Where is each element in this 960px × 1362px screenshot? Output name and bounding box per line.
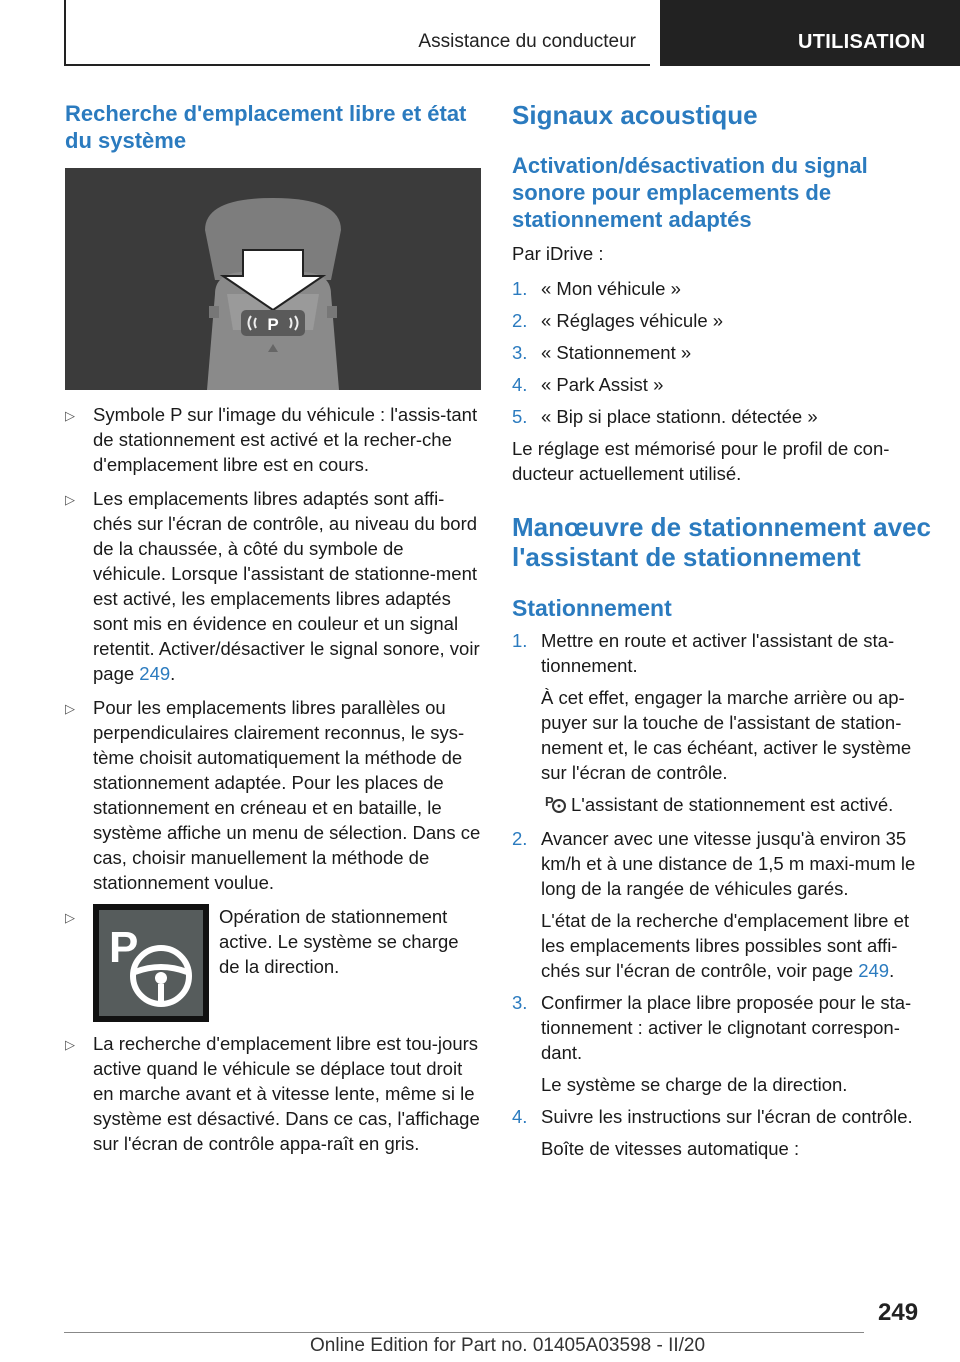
parking-steps (512, 628, 932, 1161)
triangle-bullet-icon: ▷ (65, 910, 75, 925)
triangle-bullet-icon: ▷ (65, 492, 75, 507)
right-column (512, 100, 932, 1168)
heading-acoustic-signals: Signaux acoustique (512, 100, 758, 130)
heading-parking-maneuver: Manœuvre de stationnement avec l'assistant de stationnement (512, 512, 931, 572)
parking-steering-icon (93, 904, 209, 1022)
header-rule-bottom (64, 64, 650, 66)
header-section-title: Assistance du conducteur (418, 31, 636, 52)
parking-assist-icon (545, 793, 571, 819)
idrive-menu-steps (512, 276, 932, 429)
vehicle-display-illustration (65, 168, 481, 390)
list-item: 4. Suivre les instructions sur l'écran de contrôle. Boîte de vitesses automatique : (512, 1106, 913, 1160)
svg-text:P: P (109, 923, 139, 972)
list-item: ▷ La recherche d'emplacement libre est tou-jours active quand le véhicule se déplace tout droit en marche avant et à vitesse lente, même si le système est désactivé. Dans ce cas, l'affichage sur l'écran de contrôle appa-raît en gris. (65, 1033, 480, 1154)
profile-note: Le réglage est mémorisé pour le profil de con-ducteur actuellement utilisé. (512, 438, 890, 484)
page-number: 249 (878, 1299, 919, 1326)
vehicle-display-figure (65, 168, 481, 390)
list-item: 1. Mettre en route et activer l'assistant de sta-tionnement. À cet effet, engager la marche arrière ou ap-puyer sur la touche de l'assistant de station-nement et, le cas échéant, activer le système sur l'écran de contrôle. P L'assistant de stationnement est activé. (512, 628, 932, 819)
svg-text:P: P (545, 794, 554, 810)
idrive-intro: Par iDrive : (512, 243, 604, 264)
left-column (65, 100, 481, 1165)
triangle-bullet-icon: ▷ (65, 1037, 75, 1052)
list-item: ▷ Symbole P sur l'image du véhicule : l'assis-tant de stationnement est activé et la recher-che d'emplacement libre est en cours. (65, 404, 478, 475)
list-item: 4. « Park Assist » (512, 374, 664, 395)
page-link-249[interactable]: 249 (858, 960, 890, 982)
triangle-bullet-icon: ▷ (65, 408, 75, 423)
list-item: 1. « Mon véhicule » (512, 278, 681, 299)
list-item: ▷ Les emplacements libres adaptés sont affi-chés sur l'écran de contrôle, au niveau du bord de la chaussée, à côté du symbole de véhicule. Lorsque l'assistant de stationne-ment est activé, les emplacements libres adaptés sont mis en évidence en couleur et un signal retentit. Activer/désactiver le signal sonore, voir page 249. (65, 488, 480, 684)
list-item: ▷ Pour les emplacements libres parallèles ou perpendiculaires clairement reconnus, le sys-tème choisit automatiquement la méthode de stationnement adaptée. Pour les places de stationnement en créneau et en bataille, le système affiche un menu de sélection. Dans ce cas, choisir manuellement la méthode de stationnement voulue. (65, 697, 481, 893)
list-item: 5. « Bip si place stationn. détectée » (512, 406, 818, 427)
footer-edition: Online Edition for Part no. 01405A03598 - II/20 (310, 1335, 706, 1356)
heading-signal-toggle: Activation/désactivation du signal sonore pour emplacements de stationnement adaptés (512, 153, 868, 232)
heading-parking: Stationnement (512, 595, 672, 621)
heading-free-space-search: Recherche d'emplacement libre et état du système (65, 101, 467, 153)
footer-rule (64, 1332, 864, 1333)
triangle-bullet-icon: ▷ (65, 701, 75, 716)
list-item: 2. « Réglages véhicule » (512, 310, 724, 331)
figure-p-badge: P (267, 315, 279, 334)
free-space-bullet-list (65, 402, 481, 1156)
header-chapter-tab: UTILISATION (660, 0, 960, 66)
list-item: 3. « Stationnement » (512, 342, 692, 363)
list-item: 3. Confirmer la place libre proposée pour le sta-tionnement : activer le clignotant correspon-dant. Le système se charge de la direction. (512, 992, 912, 1096)
page-link-249[interactable]: 249 (139, 663, 171, 684)
list-item: ▷ P Opération de stationnement active. Le système se charge de la direction. (65, 904, 481, 1022)
list-item: 2. Avancer avec une vitesse jusqu'à environ 35 km/h et à une distance de 1,5 m maxi-mum le long de la rangée de véhicules garés. L'état de la recherche d'emplacement libre et les emplacements libres possibles sont affi-chés sur l'écran de contrôle, voir page 249. (512, 828, 916, 982)
